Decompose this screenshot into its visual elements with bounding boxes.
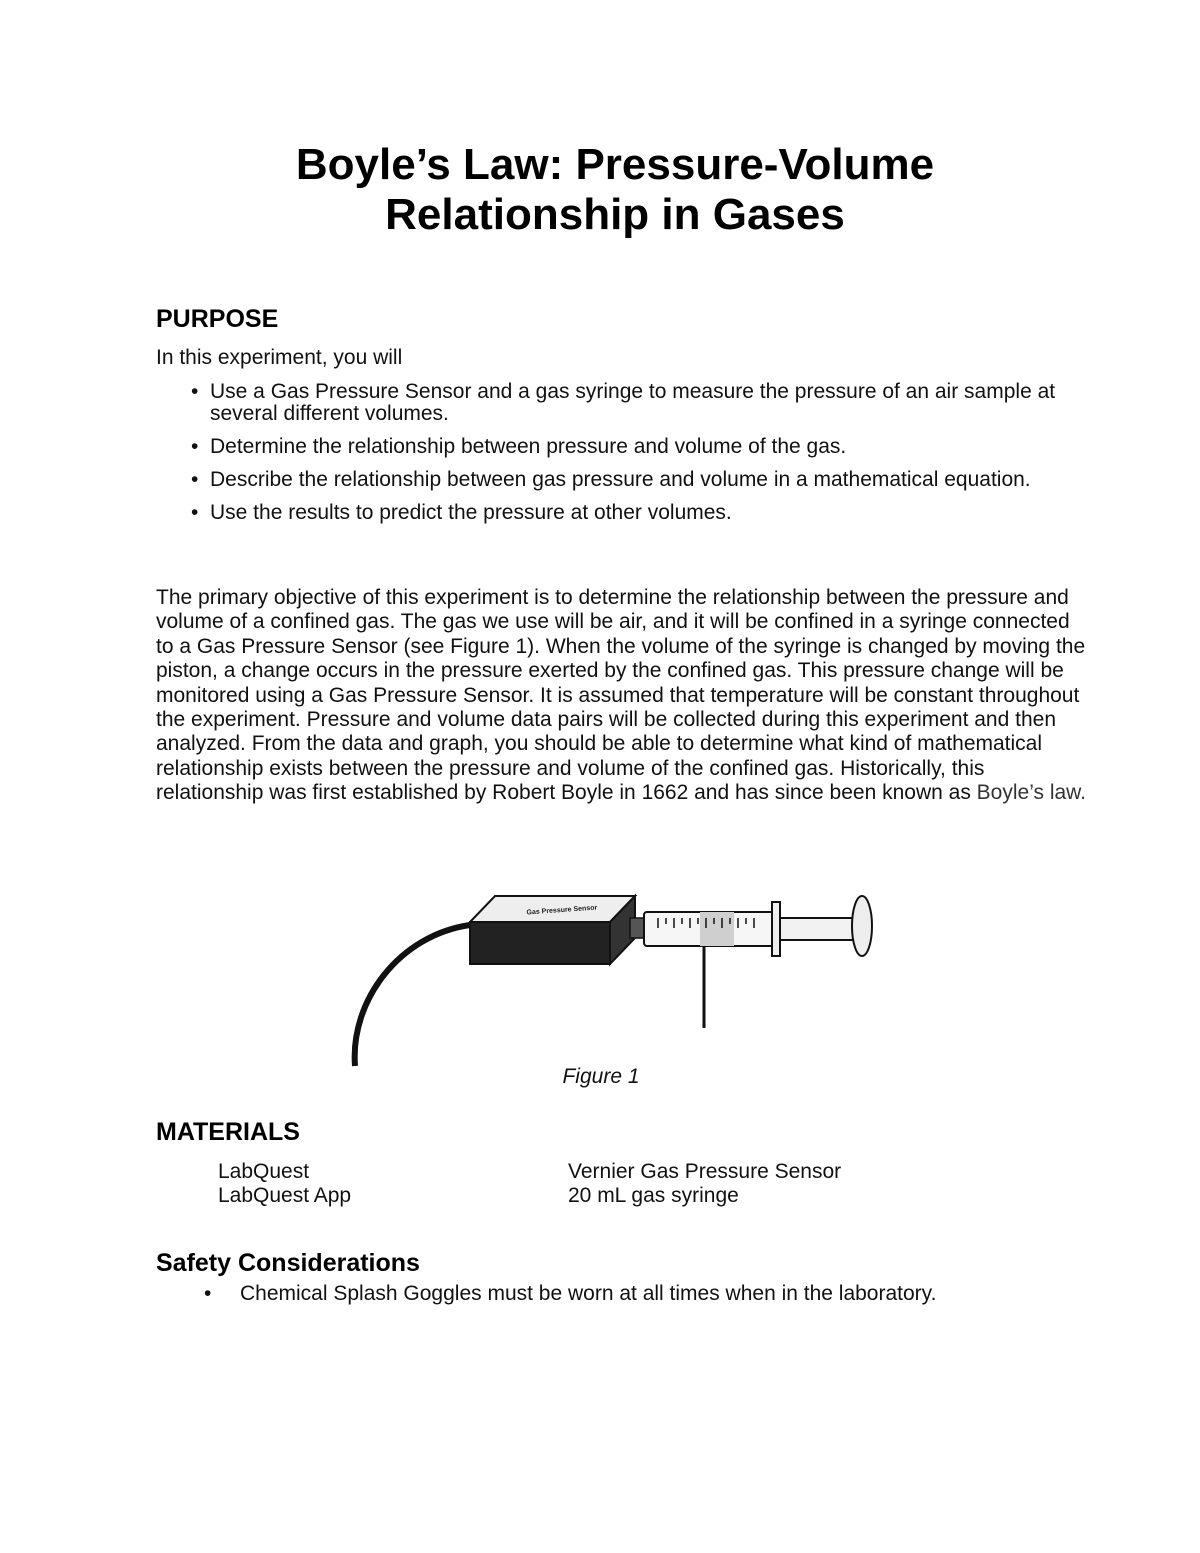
- figure-caption: Figure 1: [562, 1065, 640, 1088]
- syringe-plunger: [780, 918, 858, 940]
- materials-heading: MATERIALS: [156, 1118, 300, 1146]
- plunger-handle: [852, 896, 872, 956]
- title-line-1: Boyle’s Law: Pressure-Volume: [295, 140, 935, 189]
- boyles-law-term: Boyle’s law.: [976, 781, 1087, 805]
- list-item: • Chemical Splash Goggles must be worn at all times when in the laboratory.: [204, 1282, 937, 1305]
- purpose-intro: In this experiment, you will: [156, 346, 403, 369]
- safety-list: [156, 1282, 1106, 1306]
- purpose-list: [156, 381, 1076, 535]
- bullet-icon: •: [191, 468, 199, 491]
- list-item: • Describe the relationship between gas pressure and volume in a mathematical equation.: [191, 468, 1031, 491]
- bullet-icon: •: [191, 380, 199, 403]
- list-item: • Use a Gas Pressure Sensor and a gas syringe to measure the pressure of an air sample at several different volumes.: [191, 380, 1056, 425]
- sensor-cable: [355, 925, 470, 1066]
- syringe-barrel: [644, 912, 774, 946]
- body-paragraph: [156, 586, 1086, 806]
- list-item: • Determine the relationship between pressure and volume of the gas.: [191, 435, 847, 458]
- body-text: The primary objective of this experiment is to determine the relationship between the pressure and volume of a confined gas. The gas we use will be air, and it will be confined in a syringe connected to a Gas Pressure Sensor (see Figure 1). When the volume of the syringe is changed by moving the piston, a change occurs in the pressure exerted by the confined gas. This pressure change will be monitored using a Gas Pressure Sensor. It is assumed that temperature will be constant throughout the experiment. Pressure and volume data pairs will be collected during this experiment and then analyzed. From the data and graph, you should be able to determine what kind of mathematical relationship exists between the pressure and volume of the confined gas. Historically, this relationship was first established by Robert Boyle in 1662 and has since been known as: [156, 586, 1086, 805]
- document-title: [150, 140, 1080, 240]
- bullet-icon: •: [191, 435, 199, 458]
- purpose-heading: PURPOSE: [156, 305, 279, 333]
- bullet-icon: •: [191, 501, 199, 524]
- title-line-2: Relationship in Gases: [385, 190, 845, 239]
- table-row: LabQuest Vernier Gas Pressure Sensor: [218, 1160, 842, 1183]
- gas-pressure-sensor-box: [470, 896, 635, 964]
- materials-table: [218, 1160, 841, 1208]
- gas-pressure-sensor-figure: [340, 880, 900, 1080]
- table-row: LabQuest App 20 mL gas syringe: [218, 1184, 739, 1207]
- sensor-label: Gas Pressure Sensor: [526, 904, 598, 917]
- syringe-flange: [772, 902, 780, 956]
- bullet-icon: •: [204, 1282, 212, 1305]
- list-item: • Use the results to predict the pressure at other volumes.: [191, 501, 732, 524]
- connector: [630, 918, 644, 938]
- safety-heading: Safety Considerations: [156, 1249, 420, 1277]
